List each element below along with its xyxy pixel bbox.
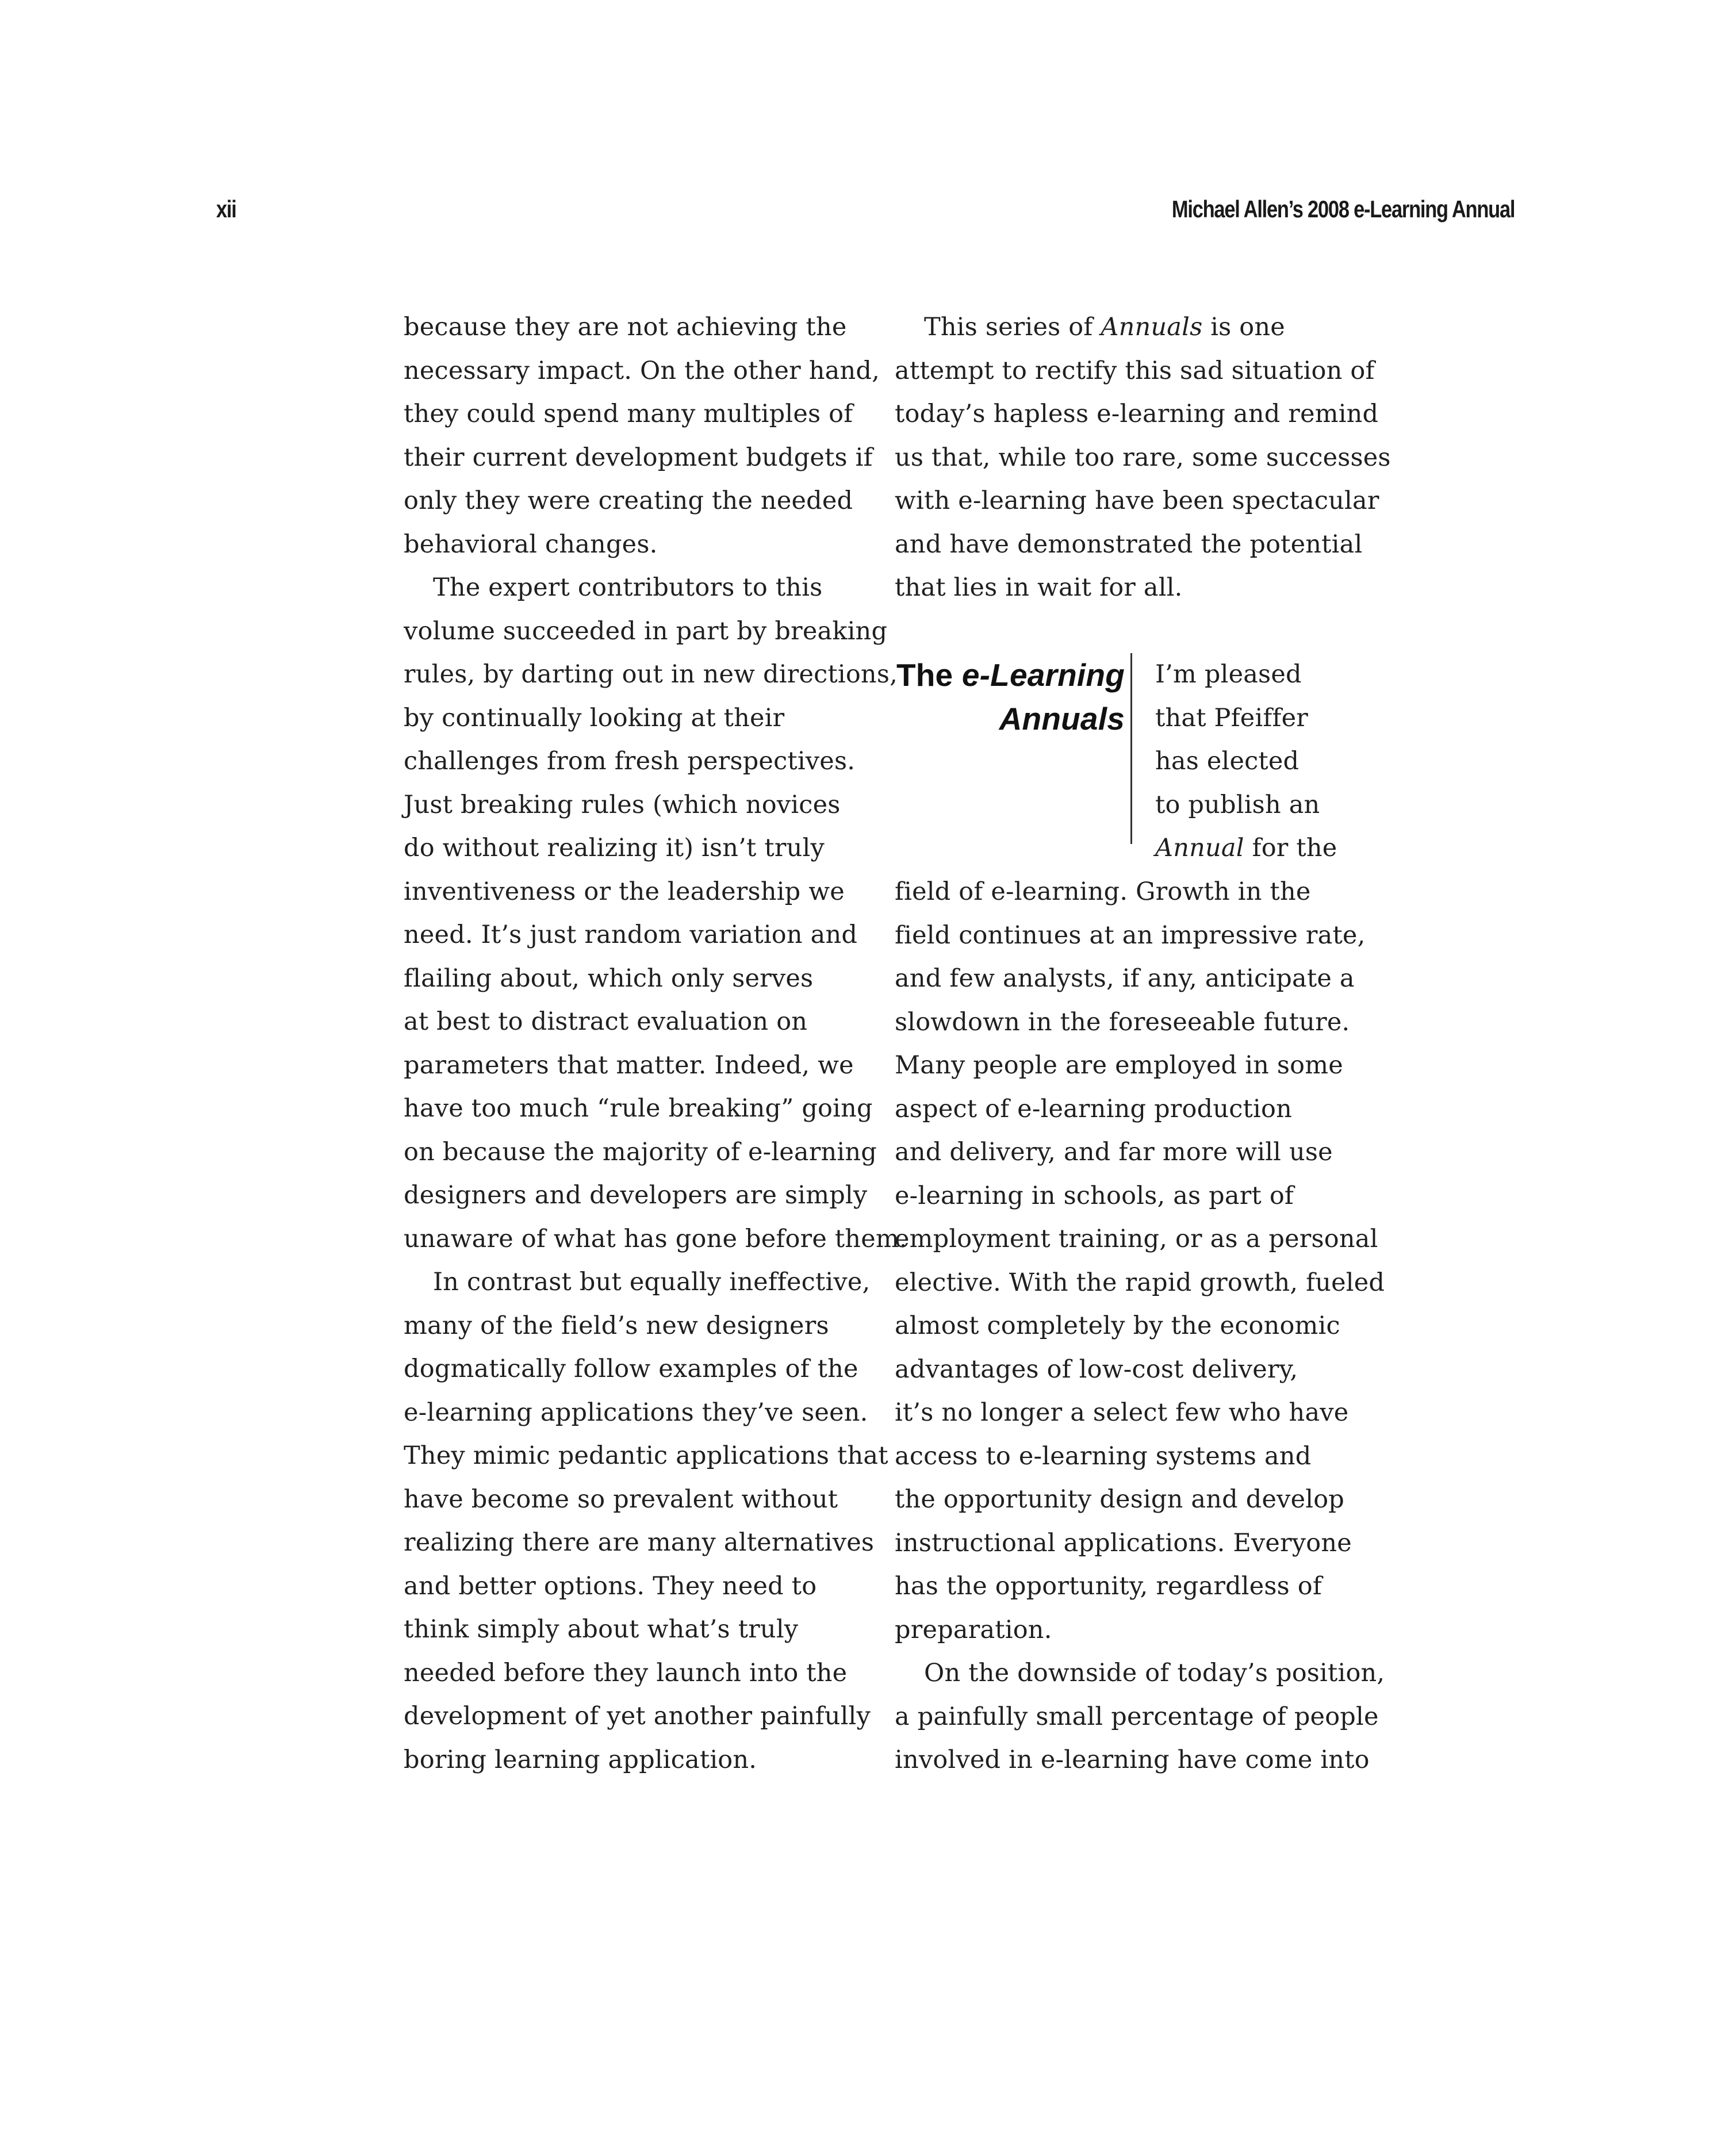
text-line: They mimic pedantic applications that — [404, 1441, 888, 1470]
text-line: Many people are employed in some — [895, 1051, 1343, 1080]
text-line: slowdown in the foreseeable future. — [895, 1007, 1350, 1037]
text-line: challenges from fresh perspectives. — [404, 747, 856, 776]
text-line: necessary impact. On the other hand, — [404, 356, 880, 385]
text-line: field of e-learning. Growth in the — [895, 877, 1311, 906]
text-line: instructional applications. Everyone — [895, 1528, 1352, 1557]
text-line: at best to distract evaluation on — [404, 1007, 808, 1036]
text-line: many of the field’s new designers — [404, 1311, 829, 1340]
text-line: the opportunity design and develop — [895, 1485, 1345, 1514]
text-line: boring learning application. — [404, 1745, 757, 1774]
text-line: think simply about what’s truly — [404, 1615, 799, 1644]
text-line: a painfully small percentage of people — [895, 1702, 1379, 1731]
text-line: have too much “rule breaking” going — [404, 1094, 873, 1123]
text-line: with e-learning have been spectacular — [895, 486, 1379, 515]
text-line: us that, while too rare, some successes — [895, 443, 1391, 472]
text-line: aspect of e-learning production — [895, 1094, 1292, 1123]
page-number: xii — [216, 195, 236, 222]
text-line: e-learning applications they’ve seen. — [404, 1398, 868, 1427]
text-line: their current development budgets if — [404, 443, 873, 472]
text-line: behavioral changes. — [404, 530, 658, 559]
text-line: preparation. — [895, 1615, 1052, 1644]
section-heading: The e-Learning Annuals — [896, 657, 1125, 736]
text-line: they could spend many multiples of — [404, 400, 853, 428]
text-line: unaware of what has gone before them. — [404, 1224, 907, 1253]
text-line: by continually looking at their — [404, 703, 785, 732]
text-line: have become so prevalent without — [404, 1484, 838, 1514]
text-line: designers and developers are simply — [404, 1181, 868, 1210]
text-line: inventiveness or the leadership we — [404, 877, 845, 906]
sidehead-text — [1155, 653, 1374, 870]
text-line: and few analysts, if any, anticipate a — [895, 964, 1355, 993]
text-line: dogmatically follow examples of the — [404, 1355, 858, 1383]
text-line: access to e-learning systems and — [895, 1441, 1312, 1471]
text-line: e-learning in schools, as part of — [895, 1181, 1294, 1210]
text-line: only they were creating the needed — [404, 486, 853, 515]
text-line: parameters that matter. Indeed, we — [404, 1050, 854, 1080]
text-line: elective. With the rapid growth, fueled — [895, 1268, 1385, 1297]
text-line: volume succeeded in part by breaking — [404, 616, 888, 646]
text-line: today’s hapless e-learning and remind — [895, 400, 1379, 428]
running-head-title: Michael Allen’s 2008 e-Learning Annual — [1171, 195, 1515, 222]
text-line: Just breaking rules (which novices — [404, 790, 841, 819]
paragraph-first-line: This series of Annuals is one — [924, 313, 1285, 342]
text-line: on because the majority of e-learning — [404, 1137, 877, 1167]
text-line: advantages of low-cost delivery, — [895, 1355, 1298, 1384]
right-column — [895, 306, 1391, 1782]
text-line: I’m pleased — [1155, 660, 1302, 689]
paragraph-first-line: In contrast but equally ineffective, — [433, 1268, 871, 1296]
text-line: it’s no longer a select few who have — [895, 1398, 1349, 1427]
paragraph-first-line: On the downside of today’s position, — [924, 1659, 1385, 1687]
text-line: that Pfeiffer — [1155, 703, 1309, 732]
text-line: development of yet another painfully — [404, 1702, 871, 1731]
text-line: field continues at an impressive rate, — [895, 920, 1366, 950]
text-line: and better options. They need to — [404, 1571, 817, 1601]
spacer — [895, 610, 1366, 654]
text-line: do without realizing it) isn’t truly — [404, 834, 825, 862]
section-sidehead-block — [895, 653, 1366, 870]
text-line: attempt to rectify this sad situation of — [895, 356, 1375, 385]
text-line: has elected — [1155, 747, 1300, 776]
text-line: involved in e-learning have come into — [895, 1745, 1370, 1774]
paragraph-first-line: The expert contributors to this — [433, 573, 823, 602]
text-line: and have demonstrated the potential — [895, 530, 1363, 559]
text-line: Annual for the — [1155, 834, 1337, 862]
text-line: almost completely by the economic — [895, 1311, 1340, 1340]
text-line: because they are not achieving the — [404, 313, 847, 342]
text-line: to publish an — [1155, 790, 1320, 819]
text-line: and delivery, and far more will use — [895, 1138, 1333, 1167]
text-line: need. It’s just random variation and — [404, 920, 858, 949]
text-line: needed before they launch into the — [404, 1658, 848, 1687]
left-column — [404, 306, 907, 1782]
text-line: flailing about, which only serves — [404, 964, 814, 993]
vertical-rule — [1130, 653, 1132, 844]
text-line: rules, by darting out in new directions, — [404, 660, 898, 689]
text-line: employment training, or as a personal — [895, 1225, 1378, 1253]
text-line: that lies in wait for all. — [895, 573, 1183, 602]
text-line: has the opportunity, regardless of — [895, 1572, 1322, 1601]
text-line: realizing there are many alternatives — [404, 1528, 875, 1557]
